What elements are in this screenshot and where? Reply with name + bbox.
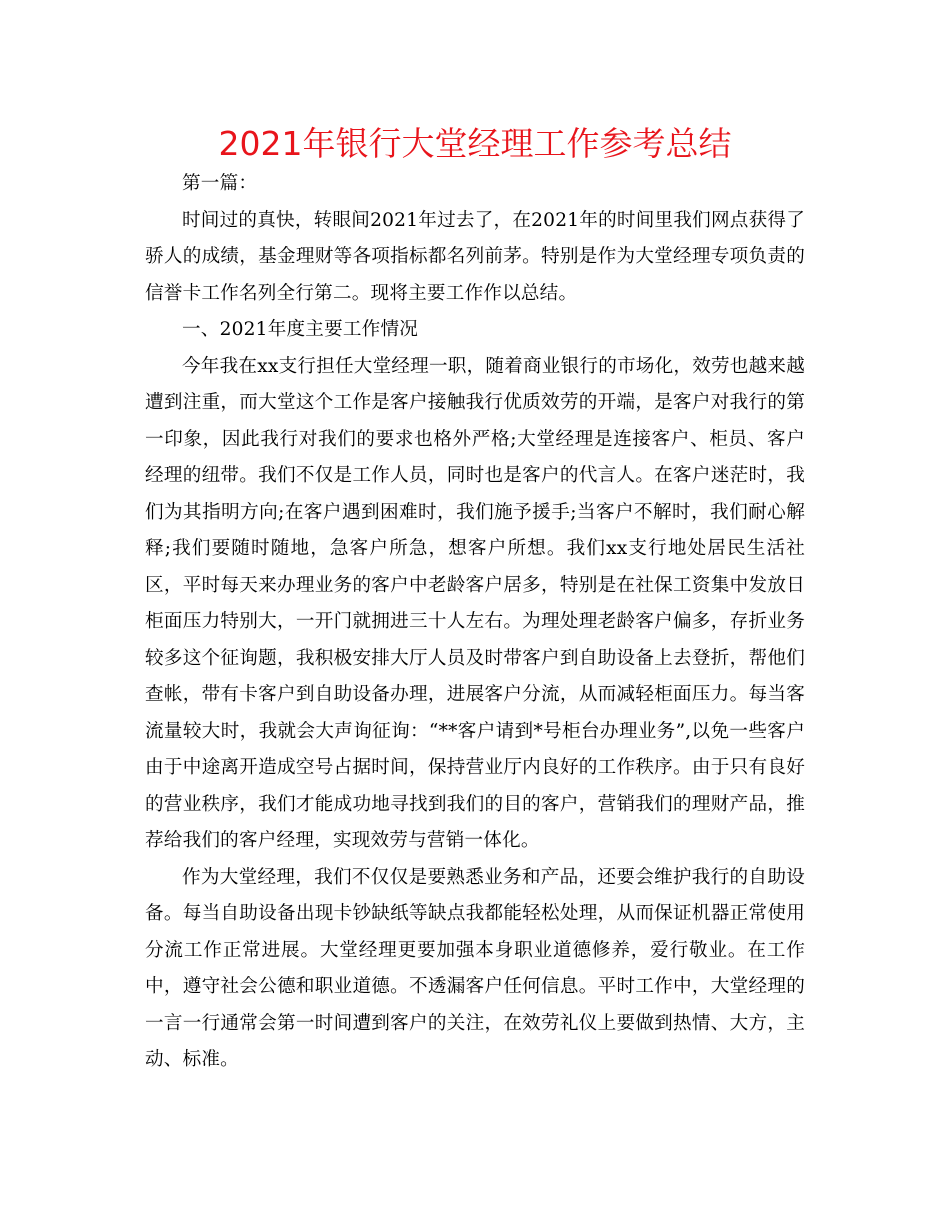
document-title: 2021年银行大堂经理工作参考总结	[218, 124, 732, 163]
section-heading: 一、2021年度主要工作情况	[182, 319, 419, 340]
section-label: 第一篇：	[182, 173, 258, 194]
body-paragraph: 作为大堂经理，我们不仅仅是要熟悉业务和产品，还要会维护我行的自助设备。每当自助设备出现卡钞缺纸等缺点我都能轻松处理，从而保证机器正常使用分流工作正常进展。大堂经理更要加强本身职业道德修养，爱行敬业。在工作中，遵守社会公德和职业道德。不透漏客户任何信息。平时工作中，大堂经理的一言一行通常会第一时间遭到客户的关注，在效劳礼仪上要做到热情、大方，主动、标准。	[145, 866, 805, 1070]
intro-paragraph: 时间过的真快，转眼间2021年过去了，在2021年的时间里我们网点获得了骄人的成绩，基金理财等各项指标都名列前茅。特别是作为大堂经理专项负责的信誉卡工作名列全行第二。现将主要工作作以总结。	[145, 209, 805, 304]
document-body	[145, 166, 805, 1079]
body-paragraph: 今年我在xx支行担任大堂经理一职，随着商业银行的市场化，效劳也越来越遭到注重，而大堂这个工作是客户接触我行优质效劳的开端，是客户对我行的第一印象，因此我行对我们的要求也格外严格;大堂经理是连接客户、柜员、客户经理的纽带。我们不仅是工作人员，同时也是客户的代言人。在客户迷茫时，我们为其指明方向;在客户遇到困难时，我们施予援手;当客户不解时，我们耐心解释;我们要随时随地，急客户所急，想客户所想。我们xx支行地处居民生活社区，平时每天来办理业务的客户中老龄客户居多，特别是在社保工资集中发放日柜面压力特别大，一开门就拥进三十人左右。为理处理老龄客户偏多，存折业务较多这个征询题，我积极安排大厅人员及时带客户到自助设备上去登折，帮他们查帐，带有卡客户到自助设备办理，进展客户分流，从而减轻柜面压力。每当客流量较大时，我就会大声询征询：“**客户请到*号柜台办理业务”,以免一些客户由于中途离开造成空号占据时间，保持营业厅内良好的工作秩序。由于只有良好的营业秩序，我们才能成功地寻找到我们的目的客户，营销我们的理财产品，推荐给我们的客户经理，实现效劳与营销一体化。	[145, 355, 805, 851]
